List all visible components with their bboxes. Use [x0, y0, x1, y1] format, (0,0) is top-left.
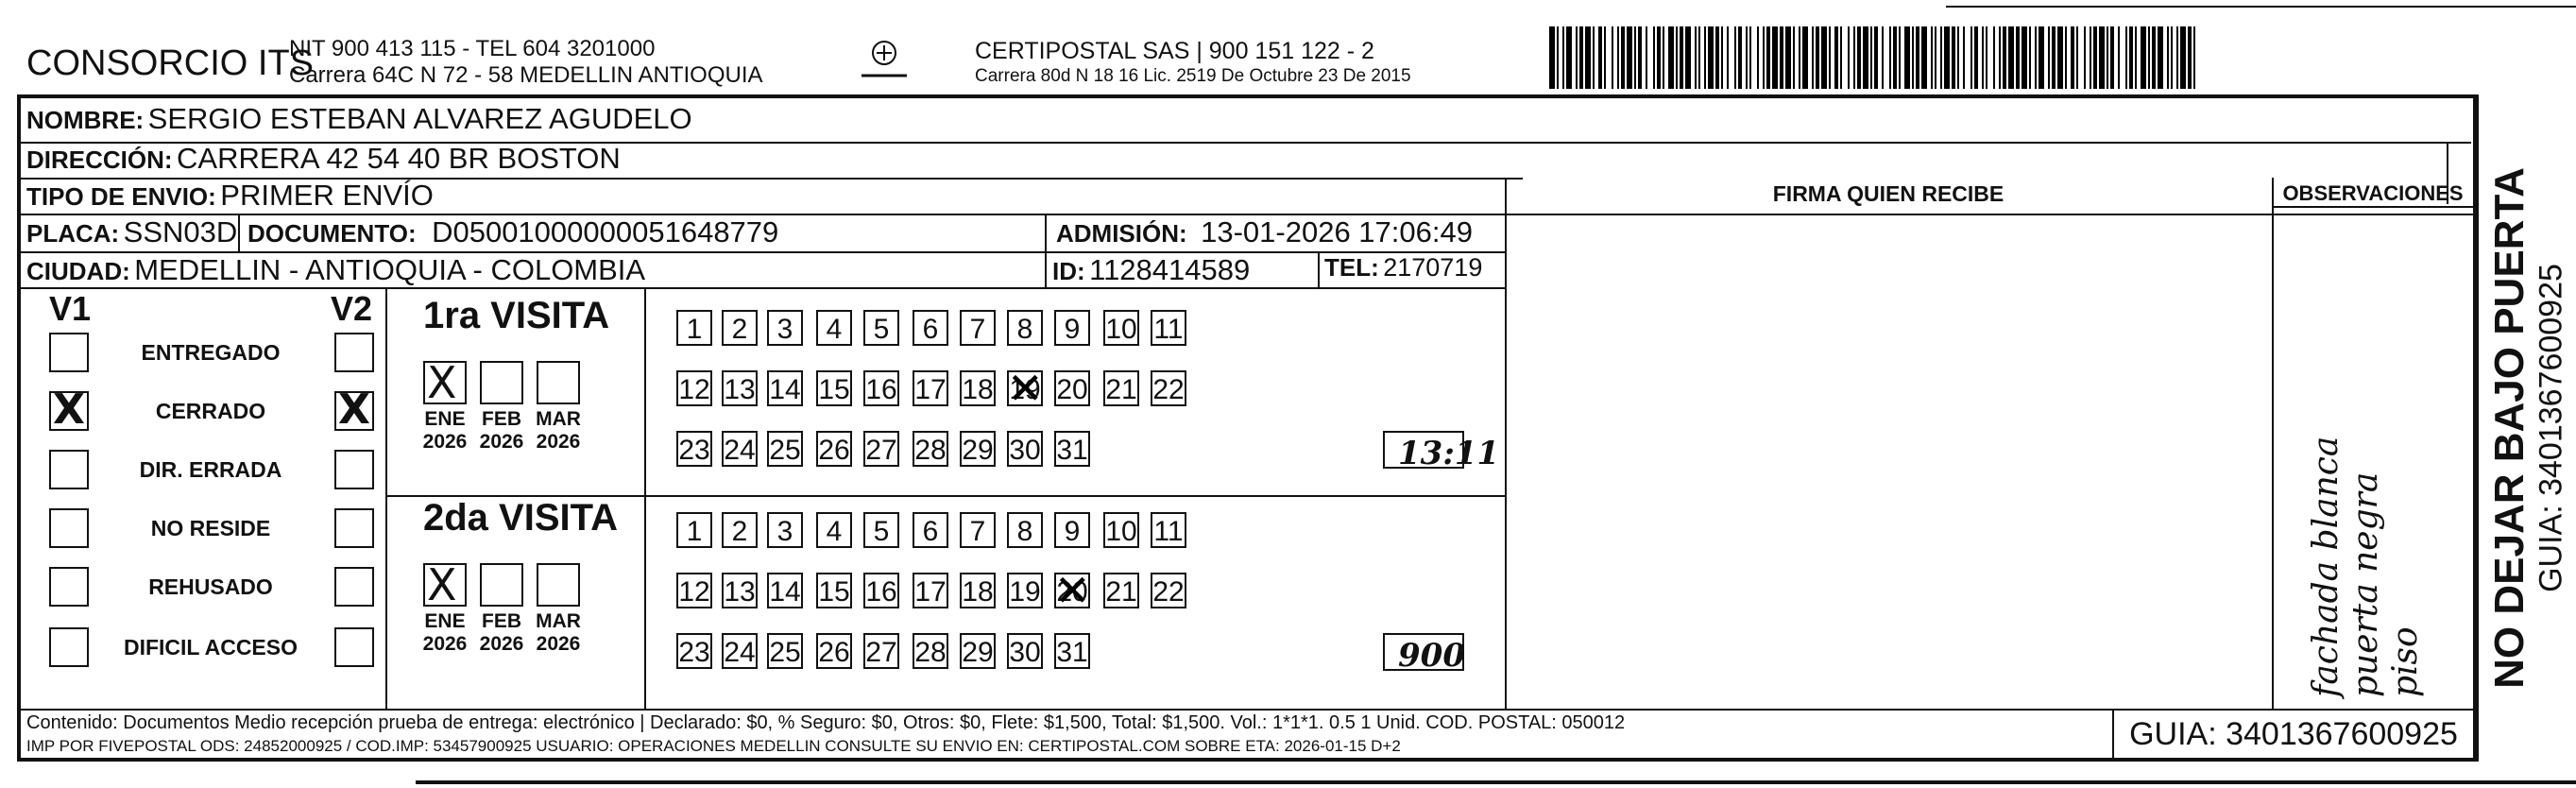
status-label: CERRADO: [155, 399, 266, 423]
month-year: 2026: [422, 431, 468, 453]
day-box[interactable]: 28: [913, 633, 948, 669]
ciudad-label: CIUDAD:: [26, 257, 130, 285]
day-box[interactable]: 31: [1054, 431, 1090, 467]
day-box[interactable]: 1: [676, 512, 712, 548]
day-box[interactable]: 6: [913, 512, 948, 548]
month-name: ENE: [424, 610, 466, 632]
day-box[interactable]: 14: [767, 370, 803, 406]
visit-2-time-handwritten: 900: [1398, 637, 1465, 675]
day-box[interactable]: 11: [1151, 310, 1186, 346]
visit-1-title: 1ra VISITA: [423, 295, 610, 336]
v2-checkbox[interactable]: [334, 450, 374, 489]
day-box[interactable]: 22: [1151, 573, 1186, 608]
tel-cell: [1324, 253, 1482, 283]
placa-divider: [238, 214, 240, 251]
side-panel: [2479, 94, 2576, 762]
admision-cell: [1056, 215, 1473, 249]
day-box[interactable]: 31: [1054, 633, 1090, 669]
day-box[interactable]: 18: [960, 370, 996, 406]
obs-line-2: puerta negra: [2346, 471, 2385, 697]
day-box[interactable]: 24: [722, 431, 758, 467]
id-value: 1128414589: [1089, 253, 1251, 286]
v1-checkbox[interactable]: [49, 391, 89, 431]
status-label: DIR. ERRADA: [139, 457, 282, 482]
month-name: ENE: [424, 408, 466, 430]
visit-2-title: 2da VISITA: [423, 497, 618, 539]
day-box[interactable]: 5: [863, 512, 899, 548]
day-box[interactable]: 10: [1103, 310, 1139, 346]
month-name: FEB: [482, 408, 521, 430]
day-box[interactable]: 15: [816, 573, 852, 608]
direccion-value: CARRERA 42 54 40 BR BOSTON: [177, 142, 621, 175]
barcode: [1545, 26, 2207, 89]
month-label: [529, 610, 588, 656]
day-box[interactable]: 3: [767, 512, 803, 548]
v2-checkbox[interactable]: [334, 567, 374, 607]
firma-label: FIRMA QUIEN RECIBE: [1772, 181, 2005, 206]
footer-top-line: [17, 709, 2477, 711]
day-box[interactable]: 23: [676, 431, 712, 467]
day-box[interactable]: 21: [1103, 573, 1139, 608]
tel-value: 2170719: [1383, 253, 1483, 282]
carrier-address: Carrera 80d N 18 16 Lic. 2519 De Octubre 23 De 2015: [975, 66, 1411, 86]
month-label: [472, 408, 531, 454]
month-year: 2026: [536, 431, 581, 453]
id-divider: [1045, 251, 1047, 287]
side-guia: GUIA: 3401367600925: [2533, 264, 2569, 592]
day-box[interactable]: 27: [863, 633, 899, 669]
tipo-row: [26, 179, 434, 213]
visit-1-time-handwritten: 13:11: [1398, 435, 1500, 472]
company-name: CONSORCIO ITS: [26, 43, 315, 83]
day-box[interactable]: 6: [913, 310, 948, 346]
placa-label: PLACA:: [26, 219, 120, 248]
v1-checkbox[interactable]: [49, 567, 89, 607]
header-edge-line: [1946, 6, 2576, 8]
bottom-edge-line: [416, 780, 2576, 784]
v2-checkbox[interactable]: [334, 627, 374, 667]
day-box[interactable]: 25: [767, 633, 803, 669]
day-box[interactable]: 28: [913, 431, 948, 467]
day-box[interactable]: 16: [863, 573, 899, 608]
day-box[interactable]: 7: [960, 512, 996, 548]
v2-checkbox[interactable]: [334, 391, 374, 431]
obs-line-1: fachada blanca: [2307, 436, 2346, 697]
day-box[interactable]: 20: [1054, 370, 1090, 406]
day-box[interactable]: 26: [816, 431, 852, 467]
day-box[interactable]: 9: [1054, 512, 1090, 548]
month-label: [529, 408, 588, 454]
company-nit: NIT 900 413 115 - TEL 604 3201000: [289, 36, 656, 61]
side-warning: NO DEJAR BAJO PUERTA: [2486, 167, 2533, 689]
obs-header-line: [2272, 206, 2474, 208]
direccion-label: DIRECCIÓN:: [26, 146, 173, 174]
day-box[interactable]: 22: [1151, 370, 1186, 406]
obs-line-3: piso: [2386, 626, 2425, 697]
ciudad-cell: [26, 253, 645, 287]
month-year: 2026: [479, 431, 524, 453]
id-label: ID:: [1052, 257, 1085, 285]
status-divider: [385, 287, 387, 709]
v1-checkbox[interactable]: [49, 627, 89, 667]
day-box[interactable]: 17: [913, 573, 948, 608]
admision-label: ADMISIÓN:: [1056, 219, 1187, 248]
day-box[interactable]: 24: [722, 633, 758, 669]
tipo-value: PRIMER ENVÍO: [220, 179, 434, 212]
day-box[interactable]: 8: [1007, 512, 1043, 548]
day-box[interactable]: 25: [767, 431, 803, 467]
v2-checkbox[interactable]: [334, 333, 374, 372]
carrier-name: CERTIPOSTAL SAS | 900 151 122 - 2: [975, 38, 1374, 64]
obs-left-border: [2272, 178, 2274, 709]
day-box[interactable]: 9: [1054, 310, 1090, 346]
day-box[interactable]: 1: [676, 310, 712, 346]
day-box[interactable]: 12: [676, 573, 712, 608]
day-box[interactable]: 12: [676, 370, 712, 406]
month-checkbox[interactable]: [480, 563, 523, 607]
month-name: FEB: [482, 610, 521, 632]
v2-label: V2: [331, 289, 373, 328]
month-checkbox[interactable]: [537, 361, 580, 404]
nombre-row: [26, 102, 692, 136]
v1-checkbox[interactable]: [49, 333, 89, 372]
day-box[interactable]: 19 ✕: [1007, 370, 1043, 406]
day-box[interactable]: 11: [1151, 512, 1186, 548]
placa-value: SSN03D: [123, 215, 238, 248]
v1-checkbox[interactable]: [49, 508, 89, 548]
admision-divider: [1045, 214, 1047, 251]
status-label: NO RESIDE: [150, 516, 271, 540]
footer-imp: IMP POR FIVEPOSTAL ODS: 24852000925 / COD.IMP: 53457900925 USUARIO: OPERACIONES MEDELLIN CONSULTE SU ENVIO EN: CERTIPOSTAL.COM SOBRE ETA: 2026-01-15 D+2: [26, 737, 1401, 755]
footer-guia: GUIA: 3401367600925: [2129, 716, 2458, 752]
tel-label: TEL:: [1324, 253, 1379, 282]
day-box[interactable]: 7: [960, 310, 996, 346]
month-label: [472, 610, 531, 656]
day-box[interactable]: 4: [816, 512, 852, 548]
month-year: 2026: [479, 633, 524, 655]
day-box[interactable]: 21: [1103, 370, 1139, 406]
visit-title-divider: [644, 287, 646, 709]
month-label: [416, 610, 474, 656]
day-box[interactable]: 16: [863, 370, 899, 406]
day-box[interactable]: 17: [913, 370, 948, 406]
company-address: Carrera 64C N 72 - 58 MEDELLIN ANTIOQUIA: [289, 62, 763, 88]
row-line-5: [17, 287, 1505, 289]
admision-value: 13-01-2026 17:06:49: [1201, 215, 1473, 248]
day-box[interactable]: 15: [816, 370, 852, 406]
v2-checkbox[interactable]: [334, 508, 374, 548]
day-box[interactable]: 30: [1007, 431, 1043, 467]
day-box[interactable]: 4: [816, 310, 852, 346]
day-box[interactable]: 26: [816, 633, 852, 669]
month-checkbox[interactable]: [423, 361, 467, 404]
day-box[interactable]: 2: [722, 310, 758, 346]
day-box[interactable]: 8: [1007, 310, 1043, 346]
day-box[interactable]: 30: [1007, 633, 1043, 669]
ciudad-value: MEDELLIN - ANTIOQUIA - COLOMBIA: [134, 253, 646, 286]
documento-label: DOCUMENTO:: [247, 219, 417, 248]
direccion-row: [26, 142, 621, 176]
day-box[interactable]: 13: [722, 573, 758, 608]
day-box[interactable]: 20 ✕: [1054, 573, 1090, 608]
firma-left-border: [1505, 178, 1507, 709]
day-box[interactable]: 3: [767, 310, 803, 346]
status-label: REHUSADO: [148, 574, 273, 599]
day-box[interactable]: 10: [1103, 512, 1139, 548]
day-box[interactable]: 13: [722, 370, 758, 406]
day-box[interactable]: 19: [1007, 573, 1043, 608]
month-year: 2026: [422, 633, 468, 655]
status-label: ENTREGADO: [141, 340, 281, 365]
documento-value: D05001000000051648779: [432, 215, 779, 248]
status-label: DIFICIL ACCESO: [123, 635, 298, 660]
tipo-label: TIPO DE ENVIO:: [26, 182, 216, 211]
day-box[interactable]: 18: [960, 573, 996, 608]
observaciones-label: OBSERVACIONES: [2282, 181, 2464, 205]
documento-cell: [247, 215, 778, 249]
day-box[interactable]: 29: [960, 633, 996, 669]
month-label: [416, 408, 474, 454]
observaciones-handwritten: [2307, 300, 2439, 697]
v1-checkbox[interactable]: [49, 450, 89, 489]
certipostal-logo: [856, 38, 913, 85]
day-box[interactable]: 23: [676, 633, 712, 669]
month-checkbox[interactable]: [423, 563, 467, 607]
day-box[interactable]: 27: [863, 431, 899, 467]
month-checkbox[interactable]: [537, 563, 580, 607]
month-year: 2026: [536, 633, 581, 655]
tel-divider: [1318, 251, 1320, 287]
footer-contenido: Contenido: Documentos Medio recepción prueba de entrega: electrónico | Declarado: $0, % Seguro: $0, Otros: $0, Flete: $1,500, Total: $1,500. Vol.: 1*1*1. 0.5 1 Unid. COD. POSTAL: 050012: [26, 712, 1626, 733]
id-cell: [1052, 253, 1250, 287]
month-name: MAR: [536, 610, 581, 632]
day-box[interactable]: 14: [767, 573, 803, 608]
day-box[interactable]: 2: [722, 512, 758, 548]
placa-cell: [26, 215, 237, 249]
month-checkbox[interactable]: [480, 361, 523, 404]
nombre-value: SERGIO ESTEBAN ALVAREZ AGUDELO: [147, 102, 692, 135]
day-box[interactable]: 5: [863, 310, 899, 346]
nombre-label: NOMBRE:: [26, 106, 145, 134]
day-box[interactable]: 29: [960, 431, 996, 467]
v1-label: V1: [49, 289, 92, 328]
month-name: MAR: [536, 408, 581, 430]
